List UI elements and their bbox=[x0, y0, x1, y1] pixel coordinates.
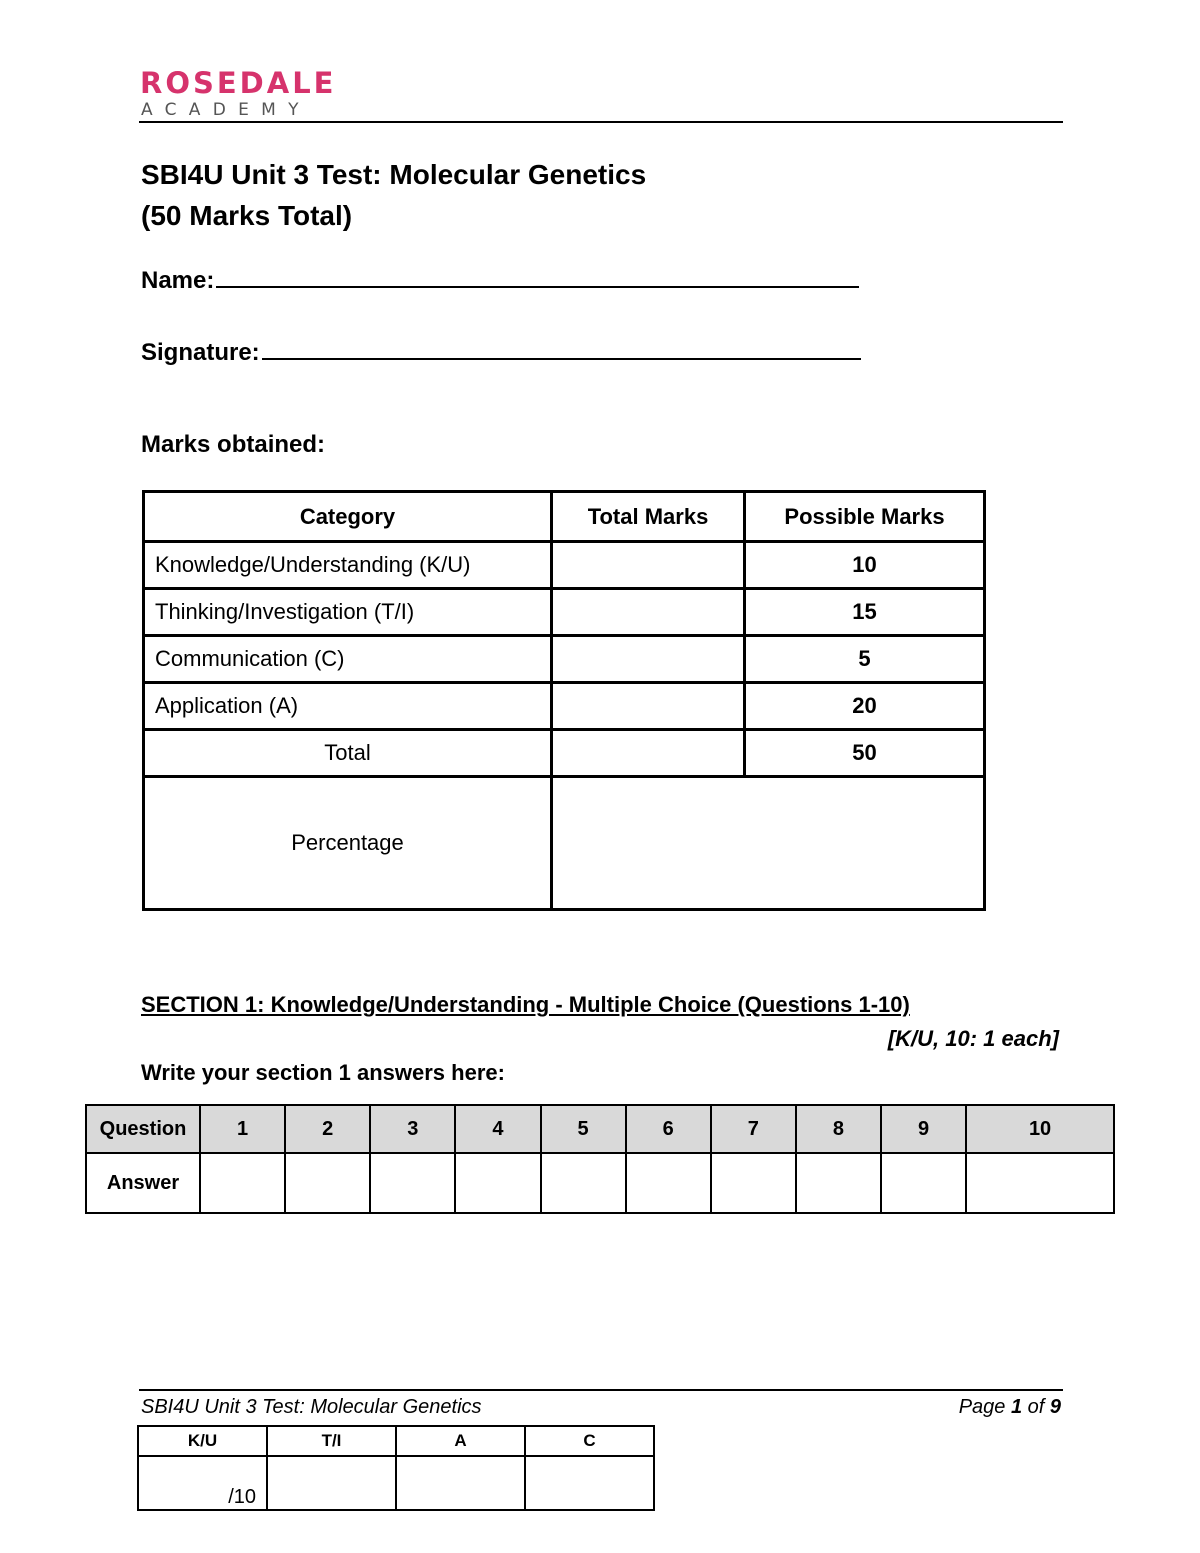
question-number: 1 bbox=[200, 1105, 285, 1153]
title-line-1: SBI4U Unit 3 Test: Molecular Genetics bbox=[141, 159, 647, 190]
question-row bbox=[86, 1105, 1114, 1153]
answer-cell[interactable] bbox=[881, 1153, 966, 1213]
question-number: 6 bbox=[626, 1105, 711, 1153]
header-total-marks: Total Marks bbox=[552, 492, 745, 542]
page-number bbox=[959, 1396, 1061, 1419]
title-line-2: (50 Marks Total) bbox=[141, 200, 353, 231]
header-divider bbox=[139, 121, 1063, 123]
possible-marks-cell: 10 bbox=[745, 542, 985, 589]
question-number: 5 bbox=[541, 1105, 626, 1153]
footer-title: SBI4U Unit 3 Test: Molecular Genetics bbox=[141, 1396, 482, 1418]
score-header-a: A bbox=[396, 1426, 525, 1456]
answer-cell[interactable] bbox=[711, 1153, 796, 1213]
score-ku-cell[interactable]: /10 bbox=[138, 1456, 267, 1510]
page-total: 9 bbox=[1049, 1396, 1061, 1418]
question-number: 3 bbox=[370, 1105, 455, 1153]
page-of: of bbox=[1022, 1396, 1050, 1418]
total-marks-cell[interactable] bbox=[552, 542, 745, 589]
question-number: 4 bbox=[455, 1105, 540, 1153]
school-logo-name: ROSEDALE bbox=[140, 66, 337, 100]
table-row bbox=[144, 636, 985, 683]
header-category: Category bbox=[144, 492, 552, 542]
marks-table-header bbox=[144, 492, 985, 542]
section-1-marks-note: [K/U, 10: 1 each] bbox=[887, 1026, 1059, 1051]
score-summary-table bbox=[137, 1425, 655, 1511]
table-row bbox=[144, 542, 985, 589]
category-cell: Communication (C) bbox=[144, 636, 552, 683]
possible-marks-cell: 5 bbox=[745, 636, 985, 683]
answer-grid bbox=[85, 1104, 1115, 1214]
total-marks-sum-cell[interactable] bbox=[552, 730, 745, 777]
signature-field bbox=[141, 338, 861, 367]
category-cell: Knowledge/Understanding (K/U) bbox=[144, 542, 552, 589]
header-possible-marks: Possible Marks bbox=[745, 492, 985, 542]
total-marks-cell[interactable] bbox=[552, 589, 745, 636]
question-number: 2 bbox=[285, 1105, 370, 1153]
answer-cell[interactable] bbox=[370, 1153, 455, 1213]
school-logo-sub: ACADEMY bbox=[141, 100, 311, 120]
total-row bbox=[144, 730, 985, 777]
possible-marks-cell: 15 bbox=[745, 589, 985, 636]
question-label: Question bbox=[86, 1105, 200, 1153]
question-number: 10 bbox=[966, 1105, 1114, 1153]
section-1-title: SECTION 1: Knowledge/Understanding - Multiple Choice (Questions 1-10) bbox=[141, 992, 910, 1017]
percentage-label: Percentage bbox=[144, 777, 552, 910]
write-answers-label: Write your section 1 answers here: bbox=[141, 1060, 505, 1085]
marks-obtained-label: Marks obtained: bbox=[141, 431, 326, 458]
total-possible-cell: 50 bbox=[745, 730, 985, 777]
score-header-c: C bbox=[525, 1426, 654, 1456]
page-prefix: Page bbox=[958, 1396, 1011, 1418]
question-number: 7 bbox=[711, 1105, 796, 1153]
percentage-value-cell[interactable] bbox=[552, 777, 985, 910]
footer-divider bbox=[139, 1389, 1063, 1391]
percentage-row bbox=[144, 777, 985, 910]
answer-cell[interactable] bbox=[626, 1153, 711, 1213]
answer-row bbox=[86, 1153, 1114, 1213]
name-label: Name: bbox=[141, 267, 215, 294]
answer-cell[interactable] bbox=[796, 1153, 881, 1213]
page-current: 1 bbox=[1010, 1396, 1023, 1418]
answer-label: Answer bbox=[86, 1153, 200, 1213]
total-marks-cell[interactable] bbox=[552, 683, 745, 730]
category-cell: Thinking/Investigation (T/I) bbox=[144, 589, 552, 636]
score-a-cell[interactable] bbox=[396, 1456, 525, 1510]
score-ti-cell[interactable] bbox=[267, 1456, 396, 1510]
answer-cell[interactable] bbox=[455, 1153, 540, 1213]
answer-cell[interactable] bbox=[200, 1153, 285, 1213]
answer-cell[interactable] bbox=[541, 1153, 626, 1213]
total-label: Total bbox=[144, 730, 552, 777]
signature-label: Signature: bbox=[141, 339, 260, 366]
score-header-ku: K/U bbox=[138, 1426, 267, 1456]
marks-table bbox=[142, 490, 986, 911]
score-value-row bbox=[138, 1456, 654, 1510]
question-number: 9 bbox=[881, 1105, 966, 1153]
name-input-line[interactable] bbox=[216, 266, 859, 288]
table-row bbox=[144, 683, 985, 730]
name-field bbox=[141, 266, 859, 295]
category-cell: Application (A) bbox=[144, 683, 552, 730]
page-title bbox=[141, 154, 646, 236]
signature-input-line[interactable] bbox=[262, 338, 861, 360]
total-marks-cell[interactable] bbox=[552, 636, 745, 683]
answer-cell[interactable] bbox=[966, 1153, 1114, 1213]
possible-marks-cell: 20 bbox=[745, 683, 985, 730]
score-header-row bbox=[138, 1426, 654, 1456]
answer-cell[interactable] bbox=[285, 1153, 370, 1213]
score-c-cell[interactable] bbox=[525, 1456, 654, 1510]
question-number: 8 bbox=[796, 1105, 881, 1153]
table-row bbox=[144, 589, 985, 636]
score-header-ti: T/I bbox=[267, 1426, 396, 1456]
